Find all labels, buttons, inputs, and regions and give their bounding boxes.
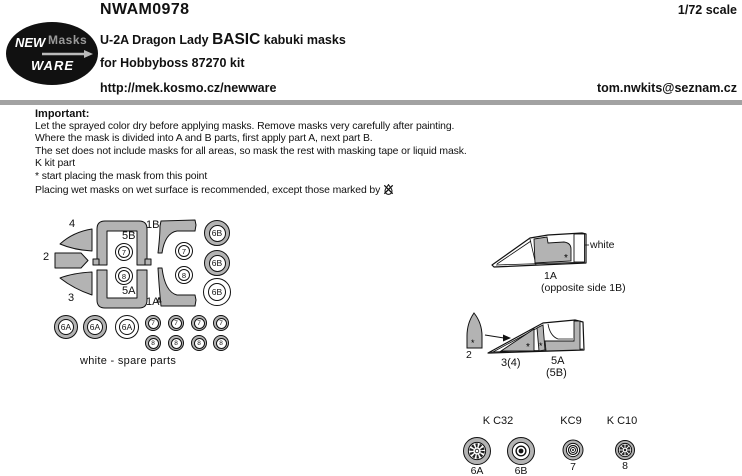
sheet-part-label-5A: 5A [122, 285, 136, 297]
mask-circle-6A [115, 315, 139, 339]
mask-circle-label: 8 [178, 269, 190, 281]
mask-circle-8 [145, 335, 161, 351]
mask-tab-left [93, 259, 99, 265]
logo-text-ware: WARE [31, 58, 74, 73]
mask-circle-label: 8 [194, 338, 205, 349]
drop-part-label-2: 2 [466, 349, 472, 361]
mask-circle-label: 8 [171, 338, 182, 349]
mask-circle-label: 7 [171, 318, 182, 329]
mask-shape-4 [60, 229, 92, 251]
scale-label: 1/72 scale [677, 3, 737, 17]
mask-circle-label: 6A [87, 319, 103, 335]
product-title [100, 31, 346, 49]
wet-mask-note [35, 184, 394, 196]
canopy-part-label-5B: (5B) [546, 367, 567, 379]
mask-circle-8 [213, 335, 229, 351]
mask-circle-7 [213, 315, 229, 331]
canopy-rear-deck [574, 234, 585, 262]
mask-circle-8 [175, 266, 193, 284]
canopy-part-label-5A: 5A [551, 355, 565, 367]
mask-circle-label: 7 [194, 318, 205, 329]
mask-circle-label: 7 [118, 246, 130, 258]
kit-subtitle: for Hobbyboss 87270 kit [100, 56, 245, 70]
title-suffix: kabuki masks [260, 33, 346, 47]
logo-text-masks: Masks [48, 33, 88, 47]
mask-circle-7 [145, 315, 161, 331]
instruction-line: The set does not include masks for all areas, so mask the rest with masking tape or liquid mask. [35, 145, 467, 157]
title-basic: BASIC [212, 31, 261, 48]
important-heading: Important: [35, 108, 90, 120]
canopy-white-label: white [590, 239, 615, 251]
start-point-asterisk: * [526, 342, 530, 353]
sheet-part-label-3: 3 [68, 292, 75, 304]
canopy-side-diagram [480, 218, 660, 313]
wheel-label-6A: 6A [470, 465, 484, 476]
start-point-asterisk: * [564, 253, 568, 264]
mask-circle-label: 7 [178, 245, 190, 257]
wheel-label-6B: 6B [514, 465, 528, 476]
canopy-part-label-3: 3(4) [501, 357, 521, 369]
mask-circle-6A [83, 315, 107, 339]
mask-circle-8 [191, 335, 207, 351]
sheet-part-label-1A: 1A [146, 296, 160, 308]
sheet-part-label-2: 2 [43, 251, 50, 263]
sheet-part-label-4: 4 [69, 218, 76, 230]
mask-circle-6B [203, 278, 231, 306]
instruction-line: Where the mask is divided into A and B parts, first apply part A, next part B. [35, 133, 373, 145]
kit-part-label: K C10 [606, 415, 638, 427]
mask-circle-label: 8 [216, 338, 227, 349]
title-prefix: U-2A Dragon Lady [100, 33, 213, 47]
wheel-label-7: 7 [570, 460, 576, 473]
pointer-arrow [485, 335, 504, 338]
mask-circle-7 [115, 243, 133, 261]
mask-shape-2 [55, 253, 88, 268]
start-point-asterisk: * [471, 338, 475, 348]
mask-circle-label: 6A [119, 319, 135, 335]
newware-logo [6, 22, 98, 85]
sheet-part-label-5B: 5B [122, 230, 136, 242]
mask-circle-6B [204, 250, 230, 276]
mask-circle-label: 8 [118, 270, 130, 282]
kit-part-label: KC9 [560, 415, 582, 427]
mask-circle-label: 7 [148, 318, 159, 329]
website-url: http://mek.kosmo.cz/newware [100, 81, 277, 95]
mask-circle-8 [168, 335, 184, 351]
wheel-label-8: 8 [622, 460, 628, 472]
mask-circle-label: 6B [208, 283, 226, 301]
start-point-asterisk: * [539, 341, 543, 351]
logo-text-new: NEW [15, 35, 46, 50]
mask-circle-label: 6B [209, 255, 226, 272]
mask-shape-3 [60, 272, 92, 295]
instruction-line: * start placing the mask from this point [35, 170, 208, 182]
instruction-line: K kit part [35, 158, 75, 170]
mask-circle-8 [115, 267, 133, 285]
mask-circle-7 [191, 315, 207, 331]
mask-circle-label: 8 [148, 338, 159, 349]
canopy-front-diagram [440, 308, 660, 403]
wet-mask-note-text: Placing wet masks on wet surface is recommended, except those marked by [35, 185, 381, 196]
kit-part-label: K C32 [482, 415, 514, 427]
mask-circle-6A [54, 315, 78, 339]
crossed-water-drop-icon [383, 184, 394, 195]
mask-circle-label: 7 [216, 318, 227, 329]
wheel-mask-6B [504, 434, 538, 468]
mask-circle-7 [168, 315, 184, 331]
mask-circle-7 [175, 242, 193, 260]
instruction-lines [35, 121, 467, 183]
sheet-part-label-1B: 1B [146, 219, 160, 231]
mask-tab-right [145, 259, 151, 265]
canopy-part-label-1A: 1A [544, 270, 557, 282]
mask-circle-6B [204, 220, 230, 246]
canopy-opposite-label: (opposite side 1B) [541, 282, 626, 294]
mask-circle-label: 6A [58, 319, 74, 335]
header-divider [0, 100, 742, 105]
contact-email: tom.nwkits@seznam.cz [596, 81, 737, 95]
spare-parts-note: white - spare parts [80, 355, 177, 367]
instruction-line: Let the sprayed color dry before applying masks. Remove masks very carefully after painting. [35, 121, 455, 132]
product-code: NWAM0978 [100, 1, 190, 18]
wheel-mask-6A [460, 434, 494, 468]
mask-circle-label: 6B [209, 225, 226, 242]
